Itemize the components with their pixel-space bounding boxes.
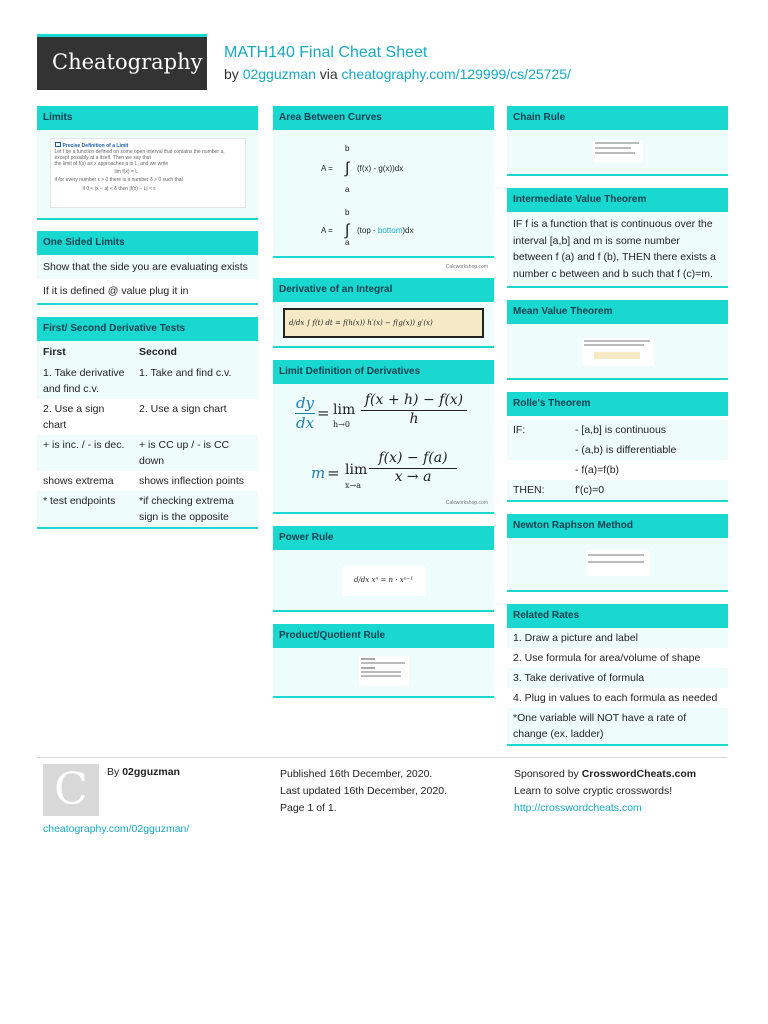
limits-section (37, 106, 258, 220)
image-credit: Calcworkshop.com (445, 500, 488, 506)
table-cell: + is CC up / - is CC down (133, 435, 258, 471)
page-footer (37, 757, 727, 847)
table-cell: 2. Use a sign chart (133, 399, 258, 435)
table-row (37, 363, 258, 399)
updated-date: Last updated 16th December, 2020. (280, 785, 447, 797)
logo-text: Cheatography (52, 50, 203, 74)
column-2 (273, 106, 494, 710)
section-title: Limits (37, 106, 258, 130)
ivt-section (507, 188, 728, 288)
column-1 (37, 106, 258, 541)
section-title: Rolle's Theorem (507, 392, 728, 416)
author-name[interactable]: 02gguzman (122, 766, 180, 778)
section-title: First/ Second Derivative Tests (37, 317, 258, 341)
table-cell: - (a,b) is differentiable (569, 440, 728, 460)
table-cell: IF: (507, 420, 569, 440)
rolles-theorem-section (507, 392, 728, 502)
section-title: Product/Quotient Rule (273, 624, 494, 648)
derivative-of-integral-section (273, 278, 494, 348)
image-text: Let f be a function defined on some open interval that contains the number a, except possibly at a itself. Then we say that (54, 149, 225, 161)
image-heading: Precise Definition of a Limit (62, 143, 129, 149)
by-label: By (107, 766, 120, 778)
product-quotient-image (359, 656, 409, 686)
table-cell: - f(a)=f(b) (569, 460, 728, 480)
derivative-integral-formula: d/dx ∫ f(t) dt = f(h(x)) h′(x) − f(g(x)) g′(x) (283, 308, 484, 338)
sponsored-label: Sponsored by (514, 768, 579, 780)
list-item: Show that the side you are evaluating exists (37, 255, 258, 279)
published-date: Published 16th December, 2020. (280, 768, 433, 780)
derivative-tests-table (37, 341, 258, 527)
table-cell: + is inc. / - is dec. (37, 435, 133, 471)
list-item: If it is defined @ value plug it in (37, 279, 258, 303)
section-title: Mean Value Theorem (507, 300, 728, 324)
via-label: via (319, 66, 338, 82)
footer-author (107, 766, 180, 778)
list-item: 2. Use formula for area/volume of shape (507, 648, 728, 668)
image-formula: lim f(x) = L (114, 169, 138, 175)
table-cell: f'(c)=0 (569, 480, 728, 500)
sponsor-name[interactable]: CrosswordCheats.com (581, 768, 697, 780)
list-item: 1. Draw a picture and label (507, 628, 728, 648)
upper-bound: b (345, 208, 350, 217)
area-between-curves-section (273, 106, 494, 270)
upper-bound: b (345, 144, 350, 153)
table-cell: shows extrema (37, 471, 133, 491)
section-title: One Sided Limits (37, 231, 258, 255)
sponsor-tagline: Learn to solve cryptic crosswords! (514, 785, 673, 797)
related-rates-section (507, 604, 728, 746)
publish-info (280, 766, 447, 817)
section-title: Intermediate Value Theorem (507, 188, 728, 212)
table-cell: shows inflection points (133, 471, 258, 491)
sponsor-link[interactable]: http://crosswordcheats.com (514, 802, 642, 814)
by-label: by (224, 66, 239, 82)
limit-definition-section (273, 360, 494, 514)
table-row (507, 440, 728, 460)
page-number: Page 1 of 1. (280, 802, 337, 814)
table-row (37, 471, 258, 491)
image-formula: if 0 < |x − a| < δ then |f(x) − L| < ε (82, 186, 156, 192)
power-rule-section (273, 526, 494, 612)
table-row (507, 420, 728, 440)
newton-raphson-image (586, 550, 650, 576)
column-header: First (37, 341, 133, 363)
table-row (37, 491, 258, 527)
formula-lhs: A = (321, 164, 333, 173)
table-row (37, 435, 258, 471)
column-3 (507, 106, 728, 758)
table-cell: THEN: (507, 480, 569, 500)
table-cell: 1. Take derivative and find c.v. (37, 363, 133, 399)
limit-definition-formula: dy dx = lim h→0 f(x + h) − f(x) h m = lim x→a f(x) − f(a) x → a Calcworkshop.com (273, 384, 494, 512)
derivative-tests-section (37, 317, 258, 529)
chain-rule-image (593, 140, 643, 162)
list-item: *One variable will NOT have a rate of change (ex. ladder) (507, 708, 728, 744)
product-quotient-section (273, 624, 494, 698)
lower-bound: a (345, 238, 350, 247)
formula-lhs: A = (321, 226, 333, 235)
formula-rhs: (f(x) - g(x))dx (357, 164, 404, 173)
area-formula-image (273, 130, 494, 270)
ivt-text: IF f is a function that is continuous over the interval [a,b] and m is some number between f (a) and f (b), THEN there exists a number c between and b such that f (c)=m. (507, 212, 728, 286)
page-header (37, 34, 727, 90)
chain-rule-section (507, 106, 728, 176)
mvt-section (507, 300, 728, 380)
section-title: Area Between Curves (273, 106, 494, 130)
table-cell: 1. Take and find c.v. (133, 363, 258, 399)
limit-definition-image (50, 138, 246, 208)
section-title: Related Rates (507, 604, 728, 628)
author-avatar[interactable]: C (43, 764, 99, 816)
sponsor-info (514, 766, 696, 817)
mvt-image (582, 338, 654, 366)
lower-bound: a (345, 185, 350, 194)
newton-raphson-section (507, 514, 728, 592)
table-row (507, 480, 728, 500)
power-rule-formula: d/dx xⁿ = n · xⁿ⁻¹ (342, 566, 426, 596)
section-title: Power Rule (273, 526, 494, 550)
table-cell: - [a,b] is continuous (569, 420, 728, 440)
list-item: 4. Plug in values to each formula as needed (507, 688, 728, 708)
author-link[interactable]: 02gguzman (242, 66, 316, 82)
integral-sign: ∫ (345, 222, 350, 239)
table-cell (507, 440, 569, 460)
cheatography-logo[interactable] (37, 34, 207, 90)
rolles-table (507, 420, 728, 500)
section-title: Chain Rule (507, 106, 728, 130)
table-cell: * test endpoints (37, 491, 133, 527)
page-title: MATH140 Final Cheat Sheet (224, 44, 428, 61)
column-header: Second (133, 341, 258, 363)
table-row (507, 460, 728, 480)
table-cell: 2. Use a sign chart (37, 399, 133, 435)
list-item: 3. Take derivative of formula (507, 668, 728, 688)
table-cell (507, 460, 569, 480)
table-row (37, 399, 258, 435)
table-cell: *if checking extrema sign is the opposite (133, 491, 258, 527)
section-title: Derivative of an Integral (273, 278, 494, 302)
byline (224, 66, 571, 82)
author-profile-link[interactable]: cheatography.com/02gguzman/ (43, 823, 190, 835)
integral-sign: ∫ (345, 160, 350, 177)
image-text: if for every number ε > 0 there is a number δ > 0 such that (54, 177, 183, 183)
section-title: Newton Raphson Method (507, 514, 728, 538)
section-title: Limit Definition of Derivatives (273, 360, 494, 384)
image-text: the limit of f(x) as x approaches a is L, and we write (54, 161, 169, 167)
image-credit: Calcworkshop.com (445, 264, 488, 270)
sheet-url-link[interactable]: cheatography.com/129999/cs/25725/ (341, 66, 571, 82)
one-sided-limits-section (37, 231, 258, 305)
formula-rhs: (top - bottom)dx (357, 226, 414, 235)
